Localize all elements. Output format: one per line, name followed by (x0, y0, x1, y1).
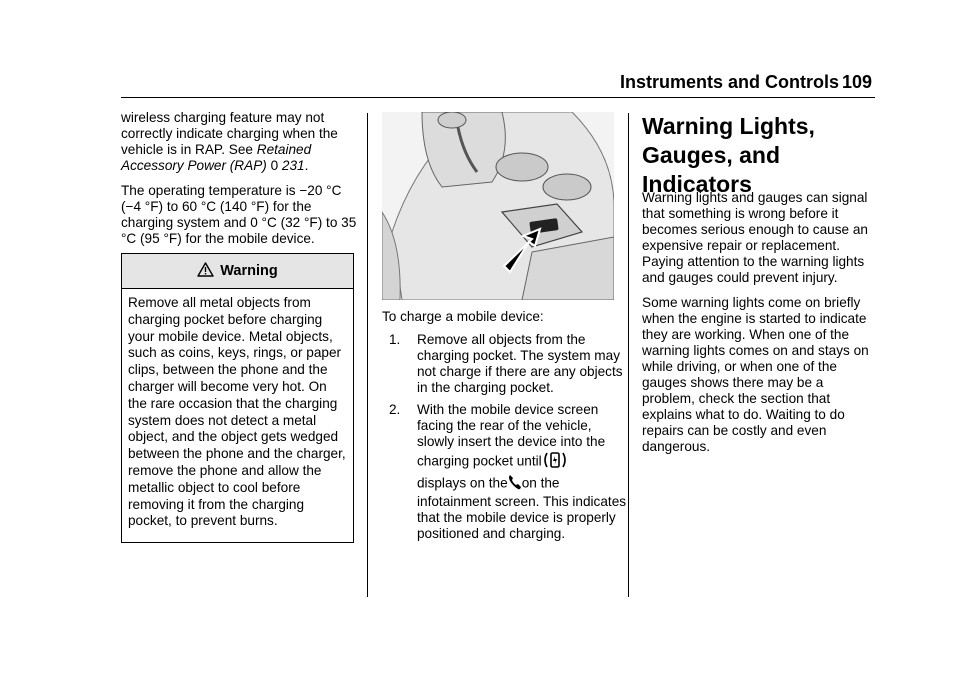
warning-triangle-icon (197, 262, 214, 281)
wireless-charging-icon (542, 450, 568, 474)
column-divider-left (367, 113, 368, 597)
section-title-line-1: Warning Lights, (642, 113, 815, 139)
temperature-paragraph: The operating temperature is −20 °C (−4 °F) to 60 °C (140 °F) for the charging system and 0 °C (32 °F) to 35 °C (95 °F) for the mobile device. (121, 183, 357, 246)
warning-lights-paragraph-2: Some warning lights come on briefly when the engine is started to indicate they are working. When one of the warning lights comes on and stays on while driving, or when one of the gauges shows there may be a problem, check the section that explains what to do. Waiting to do repairs can be costly and even dangerous. (642, 295, 869, 454)
warning-title: Warning (220, 263, 278, 279)
step-2-number: 2. (389, 402, 401, 417)
page-number: 109 (842, 72, 873, 92)
header-rule (121, 97, 875, 98)
running-header-title: Instruments and Controls (620, 72, 840, 92)
page-ref-symbol: 0 (270, 158, 279, 173)
step-1-number: 1. (389, 332, 401, 347)
warning-lights-paragraph-1: Warning lights and gauges can signal that something is wrong before it becomes serious enough to cause an expensive repair or replacement. Paying attention to the warning lights and gauges could prevent injury. (642, 190, 868, 285)
step-2 (389, 402, 629, 562)
phone-handset-icon (508, 474, 522, 494)
rap-reference[interactable]: Retained Accessory Power (RAP) (121, 142, 312, 173)
rap-paragraph: wireless charging feature may not correctly indicate charging when the vehicle is in RAP. See Retained Accessory Power (RAP) 0 231. (121, 110, 338, 173)
console-charging-pocket-illustration (382, 112, 614, 300)
column-1-text (121, 110, 357, 256)
step-1 (389, 332, 629, 402)
rap-page-ref[interactable]: 231 (281, 158, 305, 173)
steps-intro: To charge a mobile device: (382, 309, 544, 324)
section-title-line-2: Gauges, and (642, 142, 781, 168)
column-3-text (642, 190, 878, 464)
step-2-text: With the mobile device screen facing the rear of the vehicle, slowly insert the device into the charging pocket until displays on the on the infotainment screen. This indicates that the mobile device is properly positioned and charging. (417, 402, 627, 541)
section-title (642, 112, 815, 199)
warning-header (122, 254, 353, 289)
warning-box (121, 253, 354, 543)
section-title-line-3: Indicators (642, 171, 752, 197)
step-1-text: Remove all objects from the charging pocket. The system may not charge if there are any objects in the charging pocket. (417, 332, 623, 395)
warning-text: Remove all metal objects from charging pocket before charging your mobile device. Metal objects, such as coins, keys, rings, or paper clips, between the phone and the charger will become very hot. On the rare occasion that the charging system does not detect a metal object, and the object gets wedged between the phone and the charger, remove the phone and allow the metallic object to cool before removing it from the charging pocket, to prevent burns. (128, 295, 346, 529)
